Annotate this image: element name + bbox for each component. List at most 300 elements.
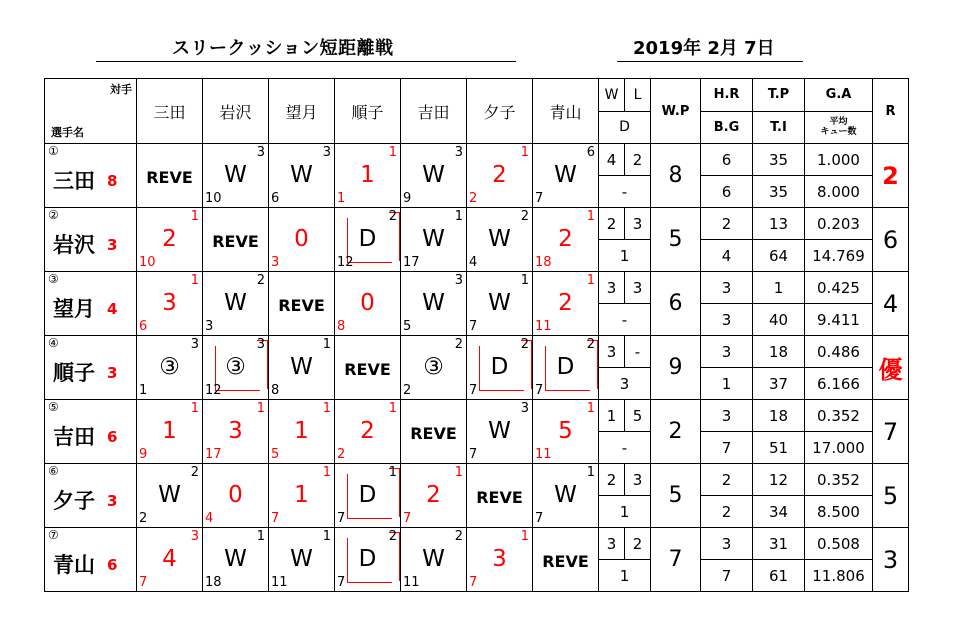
win-points: 7	[651, 528, 701, 592]
high-run: 3	[701, 336, 753, 368]
high-run: 3	[701, 272, 753, 304]
match-result-cell	[269, 272, 335, 336]
self-match-label: REVE	[476, 488, 523, 507]
match-result-cell	[269, 144, 335, 208]
player-handicap: 3	[107, 236, 118, 254]
average-cues: 8.000	[805, 176, 873, 208]
match-high-run: 1	[586, 465, 595, 480]
match-innings: 18	[205, 575, 222, 590]
match-mark: 2	[162, 226, 177, 252]
match-innings: 6	[139, 319, 148, 334]
match-mark: 1	[294, 418, 309, 444]
match-innings: 7	[271, 511, 280, 526]
match-result-cell	[467, 464, 533, 528]
match-result-cell	[401, 400, 467, 464]
match-result-cell	[203, 144, 269, 208]
match-high-run: 2	[388, 529, 397, 544]
match-innings: 7	[535, 511, 544, 526]
best-game: 4	[701, 240, 753, 272]
match-result-cell	[335, 144, 401, 208]
match-result-cell	[137, 528, 203, 592]
match-result-cell	[203, 272, 269, 336]
match-result-cell	[533, 144, 599, 208]
match-mark: 5	[558, 418, 573, 444]
match-mark: ③	[159, 354, 180, 380]
rank: 優	[873, 336, 909, 400]
best-game: 2	[701, 496, 753, 528]
wins-count: 2	[599, 464, 625, 496]
match-innings: 17	[205, 447, 222, 462]
match-mark: D	[358, 482, 377, 508]
total-innings: 37	[753, 368, 805, 400]
match-innings: 12	[205, 383, 222, 398]
match-high-run: 3	[322, 145, 331, 160]
self-match-label: REVE	[410, 424, 457, 443]
match-result-cell	[533, 464, 599, 528]
event-date: 2019年 2月 7日	[633, 38, 775, 59]
match-result-cell	[335, 208, 401, 272]
match-mark: D	[556, 354, 575, 380]
self-match-label: REVE	[146, 168, 193, 187]
match-result-cell	[401, 464, 467, 528]
match-result-cell	[335, 400, 401, 464]
match-innings: 18	[535, 255, 552, 270]
match-high-run: 2	[520, 337, 529, 352]
match-result-cell	[401, 272, 467, 336]
match-innings: 7	[403, 511, 412, 526]
total-points-header: T.P	[753, 79, 805, 112]
match-innings: 10	[139, 255, 156, 270]
wins-count: 3	[599, 272, 625, 304]
match-mark: ③	[225, 354, 246, 380]
draws-header: D	[599, 111, 651, 144]
player-number: ⑤	[48, 400, 59, 414]
match-mark: W	[290, 546, 313, 572]
page-title: スリークッション短距離戦	[172, 38, 394, 59]
wins-count: 1	[599, 400, 625, 432]
best-game: 3	[701, 304, 753, 336]
match-high-run: 1	[586, 209, 595, 224]
rank: 6	[873, 208, 909, 272]
player-number: ①	[48, 144, 59, 158]
match-result-cell	[137, 272, 203, 336]
match-result-cell	[137, 144, 203, 208]
match-result-cell	[269, 528, 335, 592]
win-points: 9	[651, 336, 701, 400]
player-number: ⑥	[48, 464, 59, 478]
rank: 4	[873, 272, 909, 336]
match-mark: 3	[492, 546, 507, 572]
draws-count: -	[599, 304, 651, 336]
match-mark: 1	[360, 162, 375, 188]
match-high-run: 1	[190, 401, 199, 416]
high-run: 2	[701, 208, 753, 240]
total-innings: 34	[753, 496, 805, 528]
win-points: 8	[651, 144, 701, 208]
total-points: 31	[753, 528, 805, 560]
match-result-cell	[335, 336, 401, 400]
player-name-cell	[45, 400, 137, 464]
win-points-header: W.P	[651, 79, 701, 144]
total-innings-header: T.I	[753, 111, 805, 144]
general-average: 0.508	[805, 528, 873, 560]
opponent-header: 望月	[269, 79, 335, 144]
match-mark: W	[224, 162, 247, 188]
match-innings: 4	[205, 511, 214, 526]
match-high-run: 2	[190, 465, 199, 480]
match-innings: 6	[271, 191, 280, 206]
match-innings: 1	[337, 191, 346, 206]
player-name: 吉田	[53, 425, 95, 449]
match-high-run: 1	[322, 465, 331, 480]
corner-opponent-label: 対手	[110, 83, 132, 96]
player-name-cell	[45, 208, 137, 272]
losses-count: 3	[625, 208, 651, 240]
total-points: 13	[753, 208, 805, 240]
match-mark: 1	[162, 418, 177, 444]
match-result-cell	[269, 464, 335, 528]
total-points: 35	[753, 144, 805, 176]
match-innings: 5	[403, 319, 412, 334]
player-handicap: 3	[107, 364, 118, 382]
opponent-header: 順子	[335, 79, 401, 144]
match-high-run: 3	[256, 337, 265, 352]
player-name: 望月	[53, 297, 95, 321]
draws-count: -	[599, 176, 651, 208]
general-average: 0.352	[805, 400, 873, 432]
draws-count: -	[599, 432, 651, 464]
match-mark: D	[358, 226, 377, 252]
match-result-cell	[137, 208, 203, 272]
player-number: ④	[48, 336, 59, 350]
player-handicap: 6	[107, 556, 118, 574]
match-mark: W	[422, 162, 445, 188]
player-name: 青山	[53, 553, 95, 577]
total-innings: 35	[753, 176, 805, 208]
match-high-run: 3	[190, 337, 199, 352]
match-high-run: 1	[322, 401, 331, 416]
player-name-cell	[45, 528, 137, 592]
match-high-run: 1	[388, 401, 397, 416]
player-name-cell	[45, 464, 137, 528]
match-mark: W	[422, 546, 445, 572]
match-high-run: 1	[388, 465, 397, 480]
match-innings: 8	[271, 383, 280, 398]
match-result-cell	[137, 464, 203, 528]
match-high-run: 1	[322, 529, 331, 544]
match-high-run: 1	[322, 337, 331, 352]
rank-header: R	[873, 79, 909, 144]
match-high-run: 6	[586, 145, 595, 160]
self-match-label: REVE	[542, 552, 589, 571]
match-mark: W	[488, 226, 511, 252]
best-game-header: B.G	[701, 111, 753, 144]
match-high-run: 1	[190, 209, 199, 224]
match-innings: 11	[271, 575, 288, 590]
match-high-run: 3	[454, 273, 463, 288]
high-run: 6	[701, 144, 753, 176]
match-result-cell	[533, 272, 599, 336]
player-name: 順子	[53, 361, 95, 385]
match-result-cell	[203, 336, 269, 400]
total-innings: 64	[753, 240, 805, 272]
results-table	[44, 78, 909, 592]
match-result-cell	[533, 528, 599, 592]
player-name: 三田	[53, 169, 95, 193]
match-result-cell	[533, 400, 599, 464]
match-innings: 7	[469, 575, 478, 590]
match-innings: 1	[139, 383, 148, 398]
total-innings: 61	[753, 560, 805, 592]
draws-count: 1	[599, 560, 651, 592]
match-mark: 4	[162, 546, 177, 572]
match-mark: 3	[228, 418, 243, 444]
match-high-run: 3	[256, 145, 265, 160]
player-handicap: 6	[107, 428, 118, 446]
match-mark: W	[554, 162, 577, 188]
title-underline	[96, 61, 516, 62]
match-innings: 2	[139, 511, 148, 526]
match-mark: W	[158, 482, 181, 508]
match-innings: 11	[403, 575, 420, 590]
match-mark: W	[290, 354, 313, 380]
match-innings: 11	[535, 447, 552, 462]
self-match-label: REVE	[212, 232, 259, 251]
match-mark: 0	[360, 290, 375, 316]
average-cues: 8.500	[805, 496, 873, 528]
match-result-cell	[467, 144, 533, 208]
match-high-run: 1	[256, 401, 265, 416]
player-name-cell	[45, 272, 137, 336]
win-points: 5	[651, 464, 701, 528]
match-high-run: 1	[520, 145, 529, 160]
match-high-run: 2	[586, 337, 595, 352]
general-average: 1.000	[805, 144, 873, 176]
draws-count: 1	[599, 240, 651, 272]
general-average: 0.486	[805, 336, 873, 368]
total-innings: 40	[753, 304, 805, 336]
date-underline	[617, 61, 803, 62]
match-innings: 7	[535, 383, 544, 398]
wins-count: 4	[599, 144, 625, 176]
player-name: 岩沢	[53, 233, 95, 257]
match-innings: 7	[469, 383, 478, 398]
general-average: 0.203	[805, 208, 873, 240]
match-high-run: 1	[520, 273, 529, 288]
match-innings: 11	[535, 319, 552, 334]
high-run: 3	[701, 400, 753, 432]
match-mark: 0	[294, 226, 309, 252]
match-result-cell	[401, 208, 467, 272]
match-high-run: 2	[454, 337, 463, 352]
match-mark: W	[224, 546, 247, 572]
match-mark: 3	[162, 290, 177, 316]
match-mark: W	[224, 290, 247, 316]
match-high-run: 1	[454, 209, 463, 224]
match-result-cell	[203, 464, 269, 528]
player-number: ③	[48, 272, 59, 286]
rank: 2	[873, 144, 909, 208]
match-result-cell	[467, 208, 533, 272]
match-mark: W	[290, 162, 313, 188]
player-name-cell	[45, 336, 137, 400]
match-result-cell	[137, 400, 203, 464]
losses-header: L	[625, 79, 651, 112]
match-innings: 2	[337, 447, 346, 462]
match-result-cell	[467, 528, 533, 592]
losses-count: 3	[625, 464, 651, 496]
win-points: 6	[651, 272, 701, 336]
match-mark: W	[488, 418, 511, 444]
win-points: 5	[651, 208, 701, 272]
match-high-run: 1	[586, 401, 595, 416]
wins-count: 2	[599, 208, 625, 240]
match-result-cell	[269, 400, 335, 464]
match-innings: 9	[139, 447, 148, 462]
average-cues: 6.166	[805, 368, 873, 400]
match-innings: 7	[535, 191, 544, 206]
match-result-cell	[467, 272, 533, 336]
match-mark: W	[488, 290, 511, 316]
average-cues: 14.769	[805, 240, 873, 272]
best-game: 6	[701, 176, 753, 208]
total-points: 1	[753, 272, 805, 304]
rank: 5	[873, 464, 909, 528]
match-innings: 12	[337, 255, 354, 270]
match-innings: 10	[205, 191, 222, 206]
match-innings: 17	[403, 255, 420, 270]
average-cues: 11.806	[805, 560, 873, 592]
match-mark: 2	[492, 162, 507, 188]
self-match-label: REVE	[278, 296, 325, 315]
match-result-cell	[137, 336, 203, 400]
total-points: 12	[753, 464, 805, 496]
opponent-header: 夕子	[467, 79, 533, 144]
losses-count: 3	[625, 272, 651, 304]
match-high-run: 1	[454, 465, 463, 480]
player-number: ⑦	[48, 528, 59, 542]
match-innings: 9	[403, 191, 412, 206]
general-average-header: G.A	[805, 79, 873, 112]
high-run: 3	[701, 528, 753, 560]
average-cues: 17.000	[805, 432, 873, 464]
match-high-run: 2	[256, 273, 265, 288]
match-result-cell	[335, 272, 401, 336]
match-result-cell	[335, 464, 401, 528]
self-match-label: REVE	[344, 360, 391, 379]
player-number: ②	[48, 208, 59, 222]
total-innings: 51	[753, 432, 805, 464]
match-innings: 7	[139, 575, 148, 590]
match-result-cell	[533, 336, 599, 400]
best-game: 7	[701, 432, 753, 464]
draws-count: 3	[599, 368, 651, 400]
best-game: 1	[701, 368, 753, 400]
match-result-cell	[269, 336, 335, 400]
match-mark: ③	[423, 354, 444, 380]
match-innings: 2	[469, 191, 478, 206]
rank: 3	[873, 528, 909, 592]
losses-count: -	[625, 336, 651, 368]
corner-player-label: 選手名	[51, 126, 84, 139]
match-result-cell	[335, 528, 401, 592]
match-high-run: 3	[520, 401, 529, 416]
corner-cell	[45, 79, 137, 144]
match-high-run: 2	[520, 209, 529, 224]
opponent-header: 三田	[137, 79, 203, 144]
match-result-cell	[401, 528, 467, 592]
opponent-header: 吉田	[401, 79, 467, 144]
match-high-run: 1	[256, 529, 265, 544]
match-mark: 2	[426, 482, 441, 508]
match-mark: 1	[294, 482, 309, 508]
wins-count: 3	[599, 336, 625, 368]
match-high-run: 3	[454, 145, 463, 160]
general-average: 0.425	[805, 272, 873, 304]
player-handicap: 8	[107, 172, 118, 190]
losses-count: 5	[625, 400, 651, 432]
match-high-run: 1	[586, 273, 595, 288]
player-name: 夕子	[53, 489, 95, 513]
match-result-cell	[401, 336, 467, 400]
match-mark: D	[490, 354, 509, 380]
match-innings: 4	[469, 255, 478, 270]
match-high-run: 3	[190, 529, 199, 544]
match-high-run: 1	[520, 529, 529, 544]
match-result-cell	[533, 208, 599, 272]
match-innings: 3	[205, 319, 214, 334]
match-innings: 7	[337, 511, 346, 526]
match-innings: 3	[271, 255, 280, 270]
general-average: 0.352	[805, 464, 873, 496]
match-result-cell	[203, 208, 269, 272]
total-points: 18	[753, 336, 805, 368]
rank: 7	[873, 400, 909, 464]
win-points: 2	[651, 400, 701, 464]
high-run: 2	[701, 464, 753, 496]
match-innings: 5	[271, 447, 280, 462]
match-innings: 7	[469, 447, 478, 462]
wins-count: 3	[599, 528, 625, 560]
match-innings: 2	[403, 383, 412, 398]
match-high-run: 1	[190, 273, 199, 288]
player-name-cell	[45, 144, 137, 208]
match-result-cell	[467, 400, 533, 464]
losses-count: 2	[625, 528, 651, 560]
match-result-cell	[203, 400, 269, 464]
match-result-cell	[401, 144, 467, 208]
match-mark: W	[422, 290, 445, 316]
high-run-header: H.R	[701, 79, 753, 112]
match-high-run: 1	[388, 145, 397, 160]
total-points: 18	[753, 400, 805, 432]
opponent-header: 岩沢	[203, 79, 269, 144]
best-game: 7	[701, 560, 753, 592]
match-high-run: 2	[454, 529, 463, 544]
match-mark: W	[422, 226, 445, 252]
match-result-cell	[203, 528, 269, 592]
match-mark: 0	[228, 482, 243, 508]
average-cue-header: 平均 キュー数	[805, 111, 873, 144]
match-mark: 2	[360, 418, 375, 444]
match-innings: 7	[337, 575, 346, 590]
match-result-cell	[269, 208, 335, 272]
match-high-run: 2	[388, 209, 397, 224]
match-mark: D	[358, 546, 377, 572]
player-handicap: 4	[107, 300, 118, 318]
opponent-header: 青山	[533, 79, 599, 144]
match-mark: W	[554, 482, 577, 508]
